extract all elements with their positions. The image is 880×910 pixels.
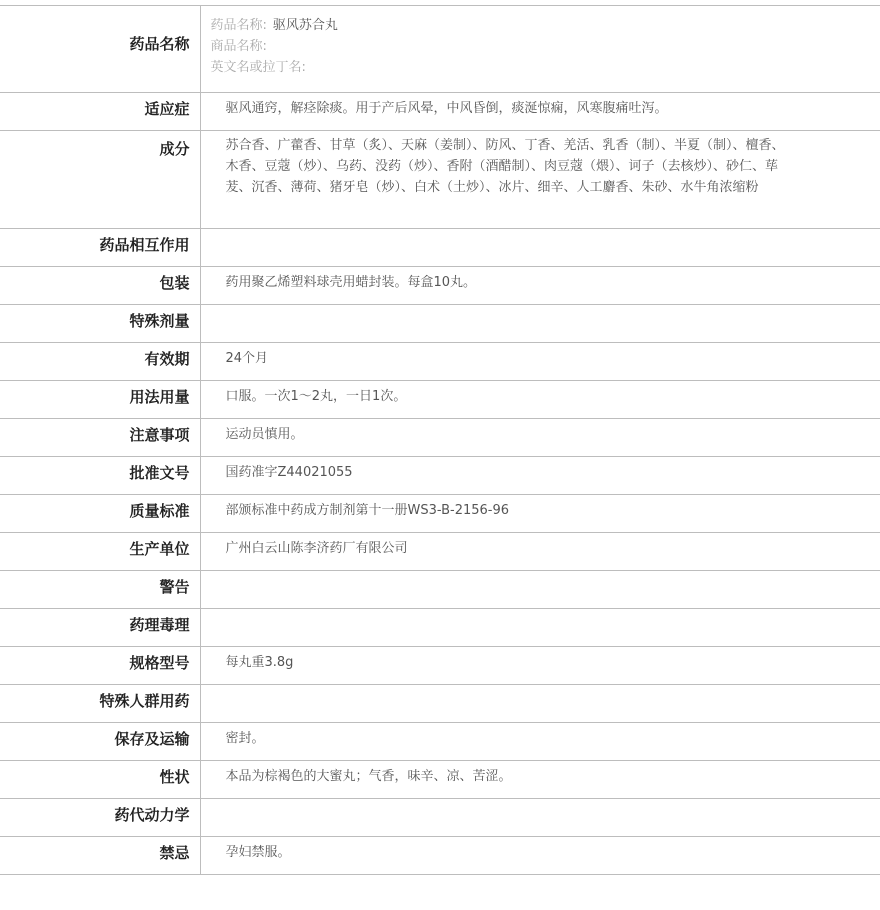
row-label: 药品相互作用 bbox=[0, 229, 200, 267]
row-label: 用法用量 bbox=[0, 381, 200, 419]
generic-name-key: 药品名称: bbox=[210, 18, 267, 33]
row-description bbox=[0, 761, 880, 799]
drug-name-block bbox=[200, 6, 880, 93]
row-value: 口服。一次1～2丸，一日1次。 bbox=[200, 381, 880, 419]
row-label: 包装 bbox=[0, 267, 200, 305]
row-pharmacokinetics bbox=[0, 799, 880, 837]
row-value bbox=[200, 609, 880, 647]
row-value bbox=[200, 799, 880, 837]
trade-name-key: 商品名称: bbox=[210, 39, 267, 54]
row-value: 部颁标准中药成方制剂第十一册WS3-B-2156-96 bbox=[200, 495, 880, 533]
row-label: 批准文号 bbox=[0, 457, 200, 495]
row-label: 注意事项 bbox=[0, 419, 200, 457]
row-shelf-life bbox=[0, 343, 880, 381]
row-value: 国药准字Z44021055 bbox=[200, 457, 880, 495]
row-label: 有效期 bbox=[0, 343, 200, 381]
row-value: 孕妇禁服。 bbox=[200, 837, 880, 875]
row-pharmacology bbox=[0, 609, 880, 647]
row-label: 药理毒理 bbox=[0, 609, 200, 647]
row-value: 运动员慎用。 bbox=[200, 419, 880, 457]
row-label: 特殊剂量 bbox=[0, 305, 200, 343]
row-label: 性状 bbox=[0, 761, 200, 799]
row-ingredients bbox=[0, 131, 880, 229]
row-value bbox=[200, 685, 880, 723]
row-packaging bbox=[0, 267, 880, 305]
generic-name-line bbox=[211, 15, 786, 36]
row-label: 生产单位 bbox=[0, 533, 200, 571]
row-interactions bbox=[0, 229, 880, 267]
row-drug-name bbox=[0, 6, 880, 93]
row-value bbox=[200, 305, 880, 343]
row-storage bbox=[0, 723, 880, 761]
row-label: 药品名称 bbox=[0, 6, 200, 93]
row-specification bbox=[0, 647, 880, 685]
row-label: 规格型号 bbox=[0, 647, 200, 685]
drug-spec-table bbox=[0, 5, 880, 875]
row-label: 特殊人群用药 bbox=[0, 685, 200, 723]
english-name-line bbox=[211, 57, 786, 78]
row-precautions bbox=[0, 419, 880, 457]
row-value: 每丸重3.8g bbox=[200, 647, 880, 685]
row-label: 成分 bbox=[0, 131, 200, 229]
row-value: 本品为棕褐色的大蜜丸；气香，味辛、凉、苦涩。 bbox=[200, 761, 880, 799]
english-name-key: 英文名或拉丁名: bbox=[210, 60, 306, 75]
trade-name-line bbox=[211, 36, 786, 57]
row-label: 药代动力学 bbox=[0, 799, 200, 837]
row-value: 广州白云山陈李济药厂有限公司 bbox=[200, 533, 880, 571]
row-value bbox=[200, 571, 880, 609]
row-special-dosage bbox=[0, 305, 880, 343]
row-warning bbox=[0, 571, 880, 609]
row-value bbox=[200, 229, 880, 267]
row-contraindications bbox=[0, 837, 880, 875]
generic-name-value: 驱风苏合丸 bbox=[272, 18, 338, 33]
row-label: 警告 bbox=[0, 571, 200, 609]
row-indications bbox=[0, 93, 880, 131]
row-label: 质量标准 bbox=[0, 495, 200, 533]
row-label: 禁忌 bbox=[0, 837, 200, 875]
row-special-populations bbox=[0, 685, 880, 723]
row-value: 苏合香、广藿香、甘草（炙）、天麻（姜制）、防风、丁香、羌活、乳香（制）、半夏（制）、檀香、木香、豆蔻（炒）、乌药、没药（炒）、香附（酒醋制）、肉豆蔻（煨）、诃子（去核炒）、砂仁、荜茇、沉香、薄荷、猪牙皂（炒）、白术（土炒）、冰片、细辛、人工麝香、朱砂、水牛角浓缩粉 bbox=[200, 131, 880, 229]
row-approval-number bbox=[0, 457, 880, 495]
row-value: 密封。 bbox=[200, 723, 880, 761]
row-label: 保存及运输 bbox=[0, 723, 200, 761]
row-manufacturer bbox=[0, 533, 880, 571]
row-usage-dosage bbox=[0, 381, 880, 419]
row-value: 药用聚乙烯塑料球壳用蜡封装。每盒10丸。 bbox=[200, 267, 880, 305]
row-value: 驱风通窍，解痉除痰。用于产后风晕，中风昏倒，痰涎惊痫，风寒腹痛吐泻。 bbox=[200, 93, 880, 131]
row-value: 24个月 bbox=[200, 343, 880, 381]
row-quality-standard bbox=[0, 495, 880, 533]
row-label: 适应症 bbox=[0, 93, 200, 131]
